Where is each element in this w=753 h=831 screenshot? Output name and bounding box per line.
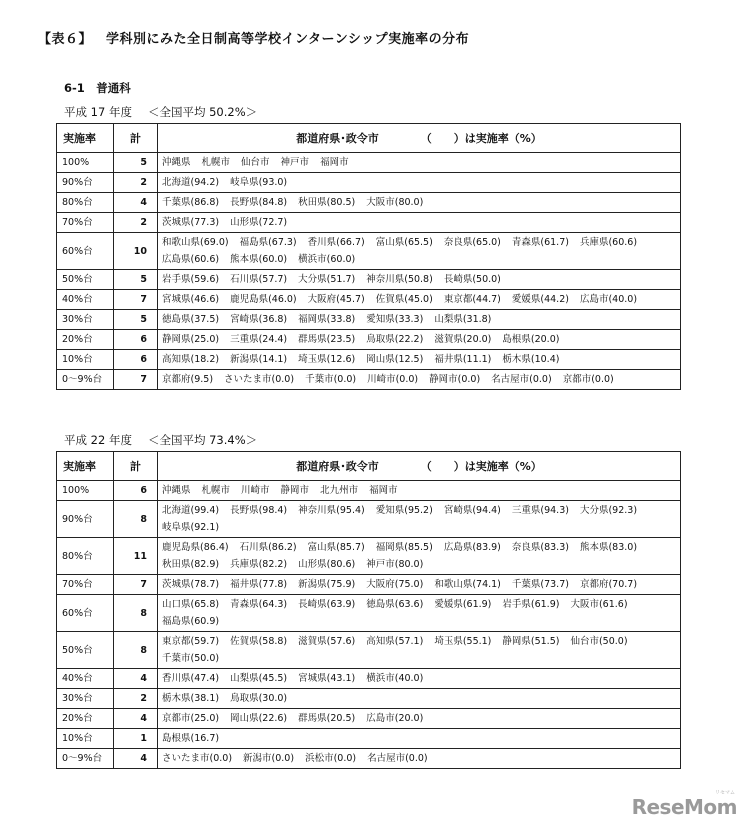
prefecture-entry: 香川県(66.7)	[307, 237, 365, 248]
prefecture-entry: 佐賀県(45.0)	[375, 294, 433, 305]
prefecture-entry: 新潟県(14.1)	[230, 354, 288, 365]
table-row	[57, 270, 681, 290]
count-cell: 5	[114, 153, 158, 173]
prefecture-entry: 札幌市	[201, 157, 231, 168]
prefecture-entry: 茨城県(78.7)	[162, 579, 220, 590]
table-row	[57, 669, 681, 689]
header-prefectures-label: 都道府県･政令市	[296, 459, 379, 473]
header-paren-note: （ ）は実施率（%）	[420, 131, 542, 145]
prefecture-entry: 富山県(85.7)	[307, 542, 365, 553]
prefecture-entry: 宮崎県(94.4)	[443, 505, 501, 516]
rate-band: 30%台	[57, 689, 114, 709]
prefecture-entry: 静岡県(25.0)	[162, 334, 220, 345]
prefecture-entry: 山形県(72.7)	[230, 217, 288, 228]
table-row	[57, 595, 681, 632]
table-row	[57, 213, 681, 233]
rate-band: 40%台	[57, 290, 114, 310]
prefecture-entry: 愛媛県(61.9)	[434, 599, 492, 610]
prefecture-entry: 香川県(47.4)	[162, 673, 220, 684]
prefecture-entry: 高知県(18.2)	[162, 354, 220, 365]
prefecture-entry: 秋田県(82.9)	[162, 559, 220, 570]
prefecture-entry: 大阪市(80.0)	[366, 197, 424, 208]
count-cell: 8	[114, 632, 158, 669]
prefecture-entry: 高知県(57.1)	[366, 636, 424, 647]
prefecture-entry: 広島県(60.6)	[162, 254, 220, 265]
prefecture-entry: 兵庫県(60.6)	[579, 237, 638, 248]
header-count: 計	[114, 124, 158, 153]
prefecture-entry: 広島市(20.0)	[366, 713, 424, 724]
count-cell: 2	[114, 213, 158, 233]
prefecture-entry: 静岡市	[280, 485, 310, 496]
prefecture-entry: 富山県(65.5)	[375, 237, 433, 248]
count-cell: 7	[114, 575, 158, 595]
prefecture-entry: 千葉市(0.0)	[305, 374, 357, 385]
title-tag: 【表６】	[38, 32, 93, 47]
count-cell: 7	[114, 370, 158, 390]
title-text: 学科別にみた全日制高等学校インターンシップ実施率の分布	[106, 32, 470, 47]
prefecture-entry: 福井県(77.8)	[230, 579, 288, 590]
section-label: 6-1 普通科	[64, 81, 131, 95]
prefecture-entry: 大分県(92.3)	[579, 505, 638, 516]
prefecture-entry: 大阪府(75.0)	[366, 579, 424, 590]
prefecture-entry: 鳥取県(30.0)	[230, 693, 288, 704]
prefecture-entry: 千葉県(73.7)	[511, 579, 569, 590]
prefecture-entry: さいたま市(0.0)	[162, 753, 233, 764]
prefecture-list	[158, 689, 681, 709]
rate-band: 20%台	[57, 709, 114, 729]
prefecture-entry: 兵庫県(82.2)	[230, 559, 288, 570]
prefecture-entry: 石川県(57.7)	[230, 274, 288, 285]
header-count: 計	[114, 452, 158, 481]
logo-subtext: リセマム	[715, 790, 735, 796]
prefecture-entry: 大分県(51.7)	[298, 274, 356, 285]
prefecture-list	[158, 350, 681, 370]
prefecture-entry: 滋賀県(57.6)	[298, 636, 356, 647]
table-row	[57, 173, 681, 193]
prefecture-entry: 仙台市	[241, 157, 270, 168]
table-row	[57, 193, 681, 213]
prefecture-entry: 静岡市(0.0)	[429, 374, 481, 385]
count-cell: 5	[114, 270, 158, 290]
table-header-row	[57, 452, 681, 481]
prefecture-entry: 和歌山県(74.1)	[434, 579, 501, 590]
prefecture-entry: 栃木県(10.4)	[502, 354, 560, 365]
prefecture-entry: 佐賀県(58.8)	[230, 636, 288, 647]
header-rate: 実施率	[57, 452, 114, 481]
count-cell: 8	[114, 595, 158, 632]
count-cell: 4	[114, 709, 158, 729]
count-cell: 2	[114, 173, 158, 193]
prefecture-entry: 岡山県(22.6)	[230, 713, 288, 724]
prefecture-entry: 青森県(61.7)	[511, 237, 569, 248]
prefecture-list	[158, 749, 681, 769]
prefecture-entry: 熊本県(60.0)	[230, 254, 288, 265]
prefecture-entry: 京都市(0.0)	[562, 374, 614, 385]
prefecture-list	[158, 330, 681, 350]
table-row	[57, 538, 681, 575]
prefecture-entry: 奈良県(65.0)	[443, 237, 501, 248]
table-row	[57, 632, 681, 669]
prefecture-entry: 島根県(20.0)	[502, 334, 560, 345]
prefecture-entry: 北海道(99.4)	[162, 505, 220, 516]
logo-text: ReseMom	[631, 795, 737, 819]
rate-band: 80%台	[57, 538, 114, 575]
table-row	[57, 575, 681, 595]
year-label-h17	[64, 104, 257, 120]
prefecture-entry: 沖縄県	[162, 157, 191, 168]
table-row	[57, 310, 681, 330]
prefecture-entry: 千葉県(86.8)	[162, 197, 220, 208]
prefecture-entry: 福岡市	[369, 485, 398, 496]
prefecture-entry: 名古屋市(0.0)	[491, 374, 552, 385]
rate-band: 20%台	[57, 330, 114, 350]
table-row	[57, 689, 681, 709]
prefecture-list	[158, 595, 681, 632]
prefecture-entry: 長崎県(63.9)	[298, 599, 356, 610]
prefecture-entry: 群馬県(20.5)	[298, 713, 356, 724]
count-cell: 6	[114, 330, 158, 350]
prefecture-entry: 奈良県(83.3)	[511, 542, 569, 553]
prefecture-entry: 石川県(86.2)	[239, 542, 297, 553]
rate-band: 50%台	[57, 632, 114, 669]
prefecture-entry: 静岡県(51.5)	[502, 636, 560, 647]
prefecture-entry: 川崎市(0.0)	[367, 374, 419, 385]
table-header-row	[57, 124, 681, 153]
count-cell: 8	[114, 501, 158, 538]
rate-band: 70%台	[57, 575, 114, 595]
prefecture-entry: 浜松市(0.0)	[305, 753, 357, 764]
prefecture-entry: 福岡県(85.5)	[375, 542, 433, 553]
prefecture-list	[158, 270, 681, 290]
prefecture-list	[158, 501, 681, 538]
prefecture-list	[158, 481, 681, 501]
prefecture-list	[158, 153, 681, 173]
prefecture-entry: 岩手県(61.9)	[502, 599, 560, 610]
rate-band: 50%台	[57, 270, 114, 290]
rate-band: 70%台	[57, 213, 114, 233]
prefecture-entry: 埼玉県(55.1)	[434, 636, 492, 647]
year-text: 平成 17 年度	[64, 105, 132, 119]
prefecture-entry: 岐阜県(92.1)	[162, 522, 220, 533]
prefecture-entry: 栃木県(38.1)	[162, 693, 220, 704]
prefecture-entry: 徳島県(37.5)	[162, 314, 220, 325]
prefecture-entry: 広島市(40.0)	[579, 294, 638, 305]
prefecture-entry: 横浜市(60.0)	[298, 254, 356, 265]
table-row	[57, 290, 681, 310]
prefecture-entry: 長野県(84.8)	[230, 197, 288, 208]
table-row	[57, 501, 681, 538]
rate-band: 0～9%台	[57, 370, 114, 390]
rate-band: 90%台	[57, 501, 114, 538]
prefecture-entry: 宮城県(43.1)	[298, 673, 356, 684]
count-cell: 5	[114, 310, 158, 330]
prefecture-entry: 埼玉県(12.6)	[298, 354, 356, 365]
prefecture-list	[158, 370, 681, 390]
implementation-rate-table-h17	[56, 123, 681, 390]
prefecture-entry: 岡山県(12.5)	[366, 354, 424, 365]
prefecture-list	[158, 669, 681, 689]
prefecture-entry: 福岡県(33.8)	[298, 314, 356, 325]
header-prefectures	[158, 124, 681, 153]
rate-band: 80%台	[57, 193, 114, 213]
prefecture-entry: 熊本県(83.0)	[579, 542, 638, 553]
count-cell: 4	[114, 669, 158, 689]
prefecture-entry: 大阪市(61.6)	[570, 599, 628, 610]
prefecture-entry: 三重県(94.3)	[511, 505, 569, 516]
prefecture-entry: 愛知県(33.3)	[366, 314, 424, 325]
prefecture-entry: 北海道(94.2)	[162, 177, 220, 188]
prefecture-entry: 新潟市(0.0)	[243, 753, 295, 764]
prefecture-entry: 東京都(44.7)	[443, 294, 501, 305]
rate-band: 100%	[57, 481, 114, 501]
national-average: ＜全国平均 50.2%＞	[147, 105, 258, 119]
prefecture-list	[158, 575, 681, 595]
prefecture-entry: 島根県(16.7)	[162, 733, 220, 744]
prefecture-entry: 山梨県(45.5)	[230, 673, 288, 684]
count-cell: 2	[114, 689, 158, 709]
prefecture-entry: 京都府(70.7)	[579, 579, 638, 590]
rate-band: 60%台	[57, 233, 114, 270]
prefecture-entry: 千葉市(50.0)	[162, 653, 220, 664]
prefecture-list	[158, 310, 681, 330]
prefecture-list	[158, 193, 681, 213]
prefecture-entry: 滋賀県(20.0)	[434, 334, 492, 345]
year-label-h22	[64, 432, 257, 448]
prefecture-entry: 秋田県(80.5)	[298, 197, 356, 208]
rate-band: 40%台	[57, 669, 114, 689]
count-cell: 7	[114, 290, 158, 310]
prefecture-entry: 京都府(9.5)	[162, 374, 214, 385]
prefecture-entry: 川崎市	[241, 485, 270, 496]
prefecture-entry: 徳島県(63.6)	[366, 599, 424, 610]
prefecture-entry: 福島県(67.3)	[239, 237, 297, 248]
prefecture-entry: 神奈川県(50.8)	[366, 274, 433, 285]
prefecture-entry: 鹿児島県(46.0)	[230, 294, 297, 305]
prefecture-entry: 群馬県(23.5)	[298, 334, 356, 345]
count-cell: 6	[114, 481, 158, 501]
prefecture-entry: 神戸市	[280, 157, 310, 168]
rate-band: 100%	[57, 153, 114, 173]
header-prefectures-label: 都道府県･政令市	[296, 131, 379, 145]
table-row	[57, 729, 681, 749]
header-prefectures	[158, 452, 681, 481]
prefecture-entry: 青森県(64.3)	[230, 599, 288, 610]
table-row	[57, 749, 681, 769]
prefecture-entry: 山梨県(31.8)	[434, 314, 492, 325]
prefecture-entry: 新潟県(75.9)	[298, 579, 356, 590]
prefecture-entry: 仙台市(50.0)	[570, 636, 628, 647]
prefecture-list	[158, 538, 681, 575]
prefecture-list	[158, 632, 681, 669]
count-cell: 6	[114, 350, 158, 370]
table-row	[57, 370, 681, 390]
count-cell: 4	[114, 193, 158, 213]
prefecture-entry: 長崎県(50.0)	[443, 274, 501, 285]
prefecture-entry: 神奈川県(95.4)	[298, 505, 365, 516]
prefecture-entry: さいたま市(0.0)	[224, 374, 295, 385]
rate-band: 90%台	[57, 173, 114, 193]
table-row	[57, 350, 681, 370]
prefecture-entry: 大阪府(45.7)	[307, 294, 365, 305]
prefecture-entry: 名古屋市(0.0)	[367, 753, 428, 764]
prefecture-list	[158, 173, 681, 193]
prefecture-entry: 福岡市	[320, 157, 349, 168]
prefecture-entry: 京都市(25.0)	[162, 713, 220, 724]
national-average: ＜全国平均 73.4%＞	[147, 433, 258, 447]
prefecture-entry: 愛媛県(44.2)	[511, 294, 569, 305]
count-cell: 10	[114, 233, 158, 270]
prefecture-entry: 神戸市(80.0)	[366, 559, 424, 570]
prefecture-entry: 茨城県(77.3)	[162, 217, 220, 228]
prefecture-entry: 岩手県(59.6)	[162, 274, 220, 285]
prefecture-entry: 福島県(60.9)	[162, 616, 220, 627]
prefecture-entry: 福井県(11.1)	[434, 354, 492, 365]
table-row	[57, 709, 681, 729]
resemom-logo	[631, 790, 737, 819]
prefecture-entry: 広島県(83.9)	[443, 542, 501, 553]
rate-band: 10%台	[57, 350, 114, 370]
count-cell: 11	[114, 538, 158, 575]
table-row	[57, 233, 681, 270]
prefecture-entry: 三重県(24.4)	[230, 334, 288, 345]
prefecture-entry: 沖縄県	[162, 485, 191, 496]
prefecture-entry: 山口県(65.8)	[162, 599, 220, 610]
rate-band: 0～9%台	[57, 749, 114, 769]
prefecture-entry: 和歌山県(69.0)	[162, 237, 229, 248]
year-text: 平成 22 年度	[64, 433, 132, 447]
implementation-rate-table-h22	[56, 451, 681, 769]
table-row	[57, 330, 681, 350]
count-cell: 4	[114, 749, 158, 769]
prefecture-entry: 横浜市(40.0)	[366, 673, 424, 684]
prefecture-entry: 鳥取県(22.2)	[366, 334, 424, 345]
count-cell: 1	[114, 729, 158, 749]
header-paren-note: （ ）は実施率（%）	[420, 459, 542, 473]
prefecture-list	[158, 709, 681, 729]
prefecture-entry: 札幌市	[201, 485, 231, 496]
prefecture-list	[158, 233, 681, 270]
table-row	[57, 481, 681, 501]
header-rate: 実施率	[57, 124, 114, 153]
prefecture-list	[158, 213, 681, 233]
prefecture-entry: 愛知県(95.2)	[375, 505, 433, 516]
prefecture-entry: 鹿児島県(86.4)	[162, 542, 229, 553]
prefecture-entry: 宮崎県(36.8)	[230, 314, 288, 325]
prefecture-entry: 北九州市	[320, 485, 359, 496]
prefecture-entry: 東京都(59.7)	[162, 636, 220, 647]
prefecture-list	[158, 729, 681, 749]
document-title	[38, 28, 469, 47]
prefecture-entry: 山形県(80.6)	[298, 559, 356, 570]
table-row	[57, 153, 681, 173]
prefecture-entry: 岐阜県(93.0)	[230, 177, 288, 188]
prefecture-entry: 宮城県(46.6)	[162, 294, 220, 305]
rate-band: 60%台	[57, 595, 114, 632]
rate-band: 10%台	[57, 729, 114, 749]
prefecture-entry: 長野県(98.4)	[230, 505, 288, 516]
rate-band: 30%台	[57, 310, 114, 330]
prefecture-list	[158, 290, 681, 310]
